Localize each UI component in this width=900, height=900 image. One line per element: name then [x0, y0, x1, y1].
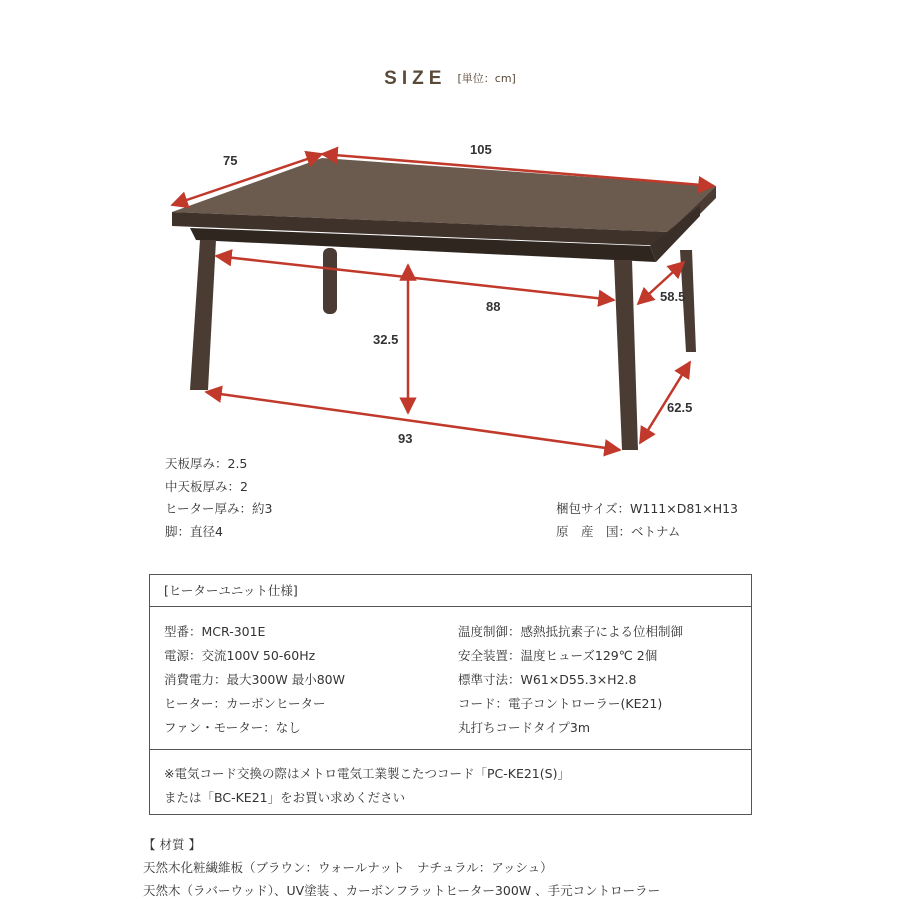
label-leg-width: 93: [398, 431, 413, 446]
front-leg-left: [190, 240, 216, 390]
material-title: 【 材質 】: [143, 837, 201, 852]
label-height: 32.5: [373, 332, 399, 347]
spec-item: 原 産 国：ベトナム: [556, 523, 681, 539]
heater-spec-item: 電源：交流100V 50-60Hz: [164, 648, 316, 663]
label-top-depth: 75: [223, 153, 238, 168]
label-inner-depth: 58.5: [660, 289, 686, 304]
heater-spec-column-right: [458, 620, 683, 740]
label-top-width: 105: [470, 142, 492, 157]
heater-spec-item: ヒーター：カーボンヒーター: [164, 696, 326, 711]
heater-spec-column-left: [164, 620, 345, 740]
note-line: ※電気コード交換の際はメトロ電気工業製こたつコード「PC-KE21(S)」: [164, 766, 570, 781]
spec-item: ヒーター厚み：約3: [165, 501, 273, 516]
heater-unit-box: [149, 574, 752, 815]
spec-item: 梱包サイズ：W111×D81×H13: [556, 501, 739, 516]
heater-spec-item: 温度制御：感熱抵抗素子による位相制御: [458, 624, 684, 639]
heater-spec-item: 標準寸法：W61×D55.3×H2.8: [458, 672, 637, 687]
heater-spec-item: 消費電力：最大300W 最小80W: [164, 672, 345, 687]
heater-spec-item: コード：電子コントローラー(KE21): [458, 696, 663, 711]
arrow-inner-width: [216, 256, 614, 300]
heater-spec-item: 安全装置：温度ヒューズ129℃ 2個: [458, 648, 658, 663]
note-line: または「BC-KE21」をお買い求めください: [164, 790, 406, 805]
label-leg-depth: 62.5: [667, 400, 693, 415]
spec-list-left: [165, 453, 272, 543]
spec-list-right: [556, 498, 738, 543]
material-line: 天然木（ラバーウッド）、UV塗装 、カーボンフラットヒーター300W 、手元コントローラー: [143, 883, 661, 898]
arrow-leg-width: [206, 392, 620, 450]
back-leg-left: [323, 248, 337, 314]
size-title: SIZE: [384, 68, 447, 89]
front-leg-right: [614, 260, 638, 450]
heater-spec-item: 丸打ちコードタイプ3m: [458, 720, 591, 735]
spec-item: 天板厚み：2.5: [165, 456, 248, 471]
heater-unit-title: [ヒーターユニット仕様]: [150, 575, 751, 607]
heater-unit-note: [164, 762, 570, 810]
material-section: [143, 833, 660, 900]
label-inner-width: 88: [486, 299, 501, 314]
material-line: 天然木化粧繊維板（ブラウン：ウォールナット ナチュラル：アッシュ）: [143, 860, 553, 875]
spec-item: 脚：直径4: [165, 523, 223, 539]
spec-item: 中天板厚み：2: [165, 478, 248, 494]
heater-spec-item: ファン・モーター：なし: [164, 720, 301, 735]
heater-spec-item: 型番：MCR-301E: [164, 624, 266, 639]
heater-unit-specs: [150, 607, 751, 750]
size-unit: [単位：cm]: [457, 72, 516, 85]
